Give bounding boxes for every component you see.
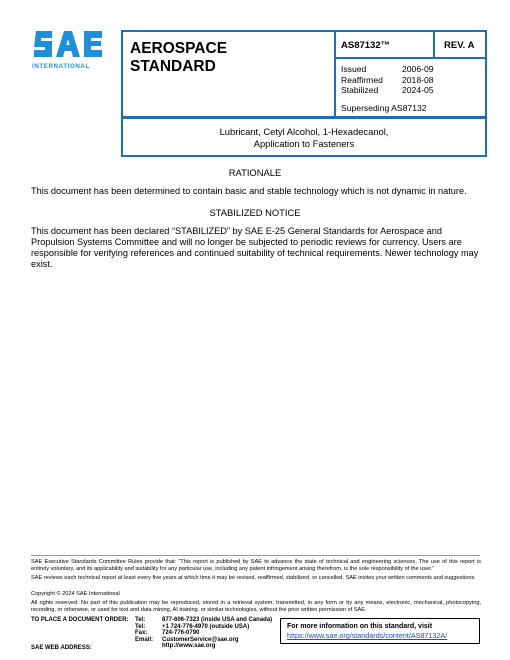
date-label: Issued [341, 64, 367, 74]
date-row [341, 85, 434, 96]
document-title-line: Lubricant, Cetyl Alcohol, 1-Hexadecanol, [219, 126, 389, 137]
date-value: 2006-09 [402, 64, 434, 74]
contact-row [135, 617, 272, 624]
date-label: Reaffirmed [341, 74, 383, 85]
contact-row [135, 630, 272, 637]
stabilized-text: This document has been declared “STABILIZED” by SAE E-25 General Standards for Aerospace and Propulsion Systems Committee and will no longer be subjected to periodic reviews for currency. Users are responsible for verifying references and continued suitability of technical requirements. Newer technology may exist. [31, 226, 479, 269]
contact-value: +1 724-776-4970 (outside USA) [162, 623, 250, 630]
header-divider [334, 30, 336, 118]
contact-key: Email: [135, 636, 154, 643]
more-info-title: For more information on this standard, visit [287, 623, 433, 630]
document-title-box [121, 117, 487, 157]
stabilized-heading: STABILIZED NOTICE [209, 207, 301, 218]
web-address-label: SAE WEB ADDRESS: [31, 645, 92, 651]
standard-url-link[interactable]: https://www.sae.org/standards/content/AS87132A/ [287, 631, 448, 640]
email-link[interactable]: CustomerService@sae.org [162, 636, 239, 643]
header-divider [334, 57, 487, 59]
rationale-text: This document has been determined to contain basic and stable technology which is not dynamic in nature. [31, 186, 467, 196]
contact-key: Tel: [135, 623, 146, 630]
contact-row[interactable] [135, 637, 272, 644]
document-number: AS87132™ [341, 40, 391, 51]
date-value: 2024-05 [402, 85, 434, 95]
header-divider [433, 30, 435, 58]
contact-row[interactable] [135, 643, 272, 650]
committee-rules-text: SAE Executive Standards Committee Rules provide that: “This report is published by SAE to advance the state of technical and engineering sciences. The use of this report is entirely voluntary, and its applicability and suitability for any particular use, including any patent infringement arising therefrom, is the sole responsibility of the user.” [31, 559, 481, 572]
copyright-text: Copyright © 2024 SAE International [31, 591, 120, 597]
contact-value: 724-776-0790 [162, 630, 200, 637]
date-row [341, 64, 434, 75]
review-policy-text: SAE reviews each technical report at least every five years at which time it may be revised, reaffirmed, stabilized, or cancelled. SAE invites your written comments and suggestions. [31, 575, 476, 581]
order-label: TO PLACE A DOCUMENT ORDER: [31, 617, 129, 623]
revision-label: REV. A [444, 40, 475, 51]
contact-key: Fax: [135, 630, 148, 637]
contact-list [135, 617, 272, 650]
title-line: STANDARD [130, 58, 216, 75]
contact-key: Tel: [135, 617, 146, 623]
footer-divider [31, 555, 480, 556]
title-line: AEROSPACE [130, 40, 228, 57]
logo-org-text: INTERNATIONAL [32, 63, 90, 70]
date-row [341, 75, 434, 86]
rationale-heading: RATIONALE [228, 167, 282, 178]
contact-value: 877-606-7323 (inside USA and Canada) [162, 617, 273, 623]
date-list [341, 64, 434, 96]
document-type-title [130, 40, 227, 76]
more-info-box [280, 618, 480, 644]
date-value: 2018-08 [402, 74, 434, 85]
superseding-note: Superseding AS87132 [341, 103, 427, 113]
contact-row [135, 624, 272, 631]
rights-text: All rights reserved. No part of this publication may be reproduced, stored in a retrieval system, transmitted, in any form or by any means, electronic, mechanical, photocopying, recording, or otherwise, or used for text and data mining, AI training, or similar technologies, without the prior written permission of SAE. [31, 600, 481, 613]
document-title-line: Application to Fasteners [253, 137, 355, 149]
date-label: Stabilized [341, 85, 379, 95]
website-link[interactable]: http://www.sae.org [162, 643, 216, 650]
